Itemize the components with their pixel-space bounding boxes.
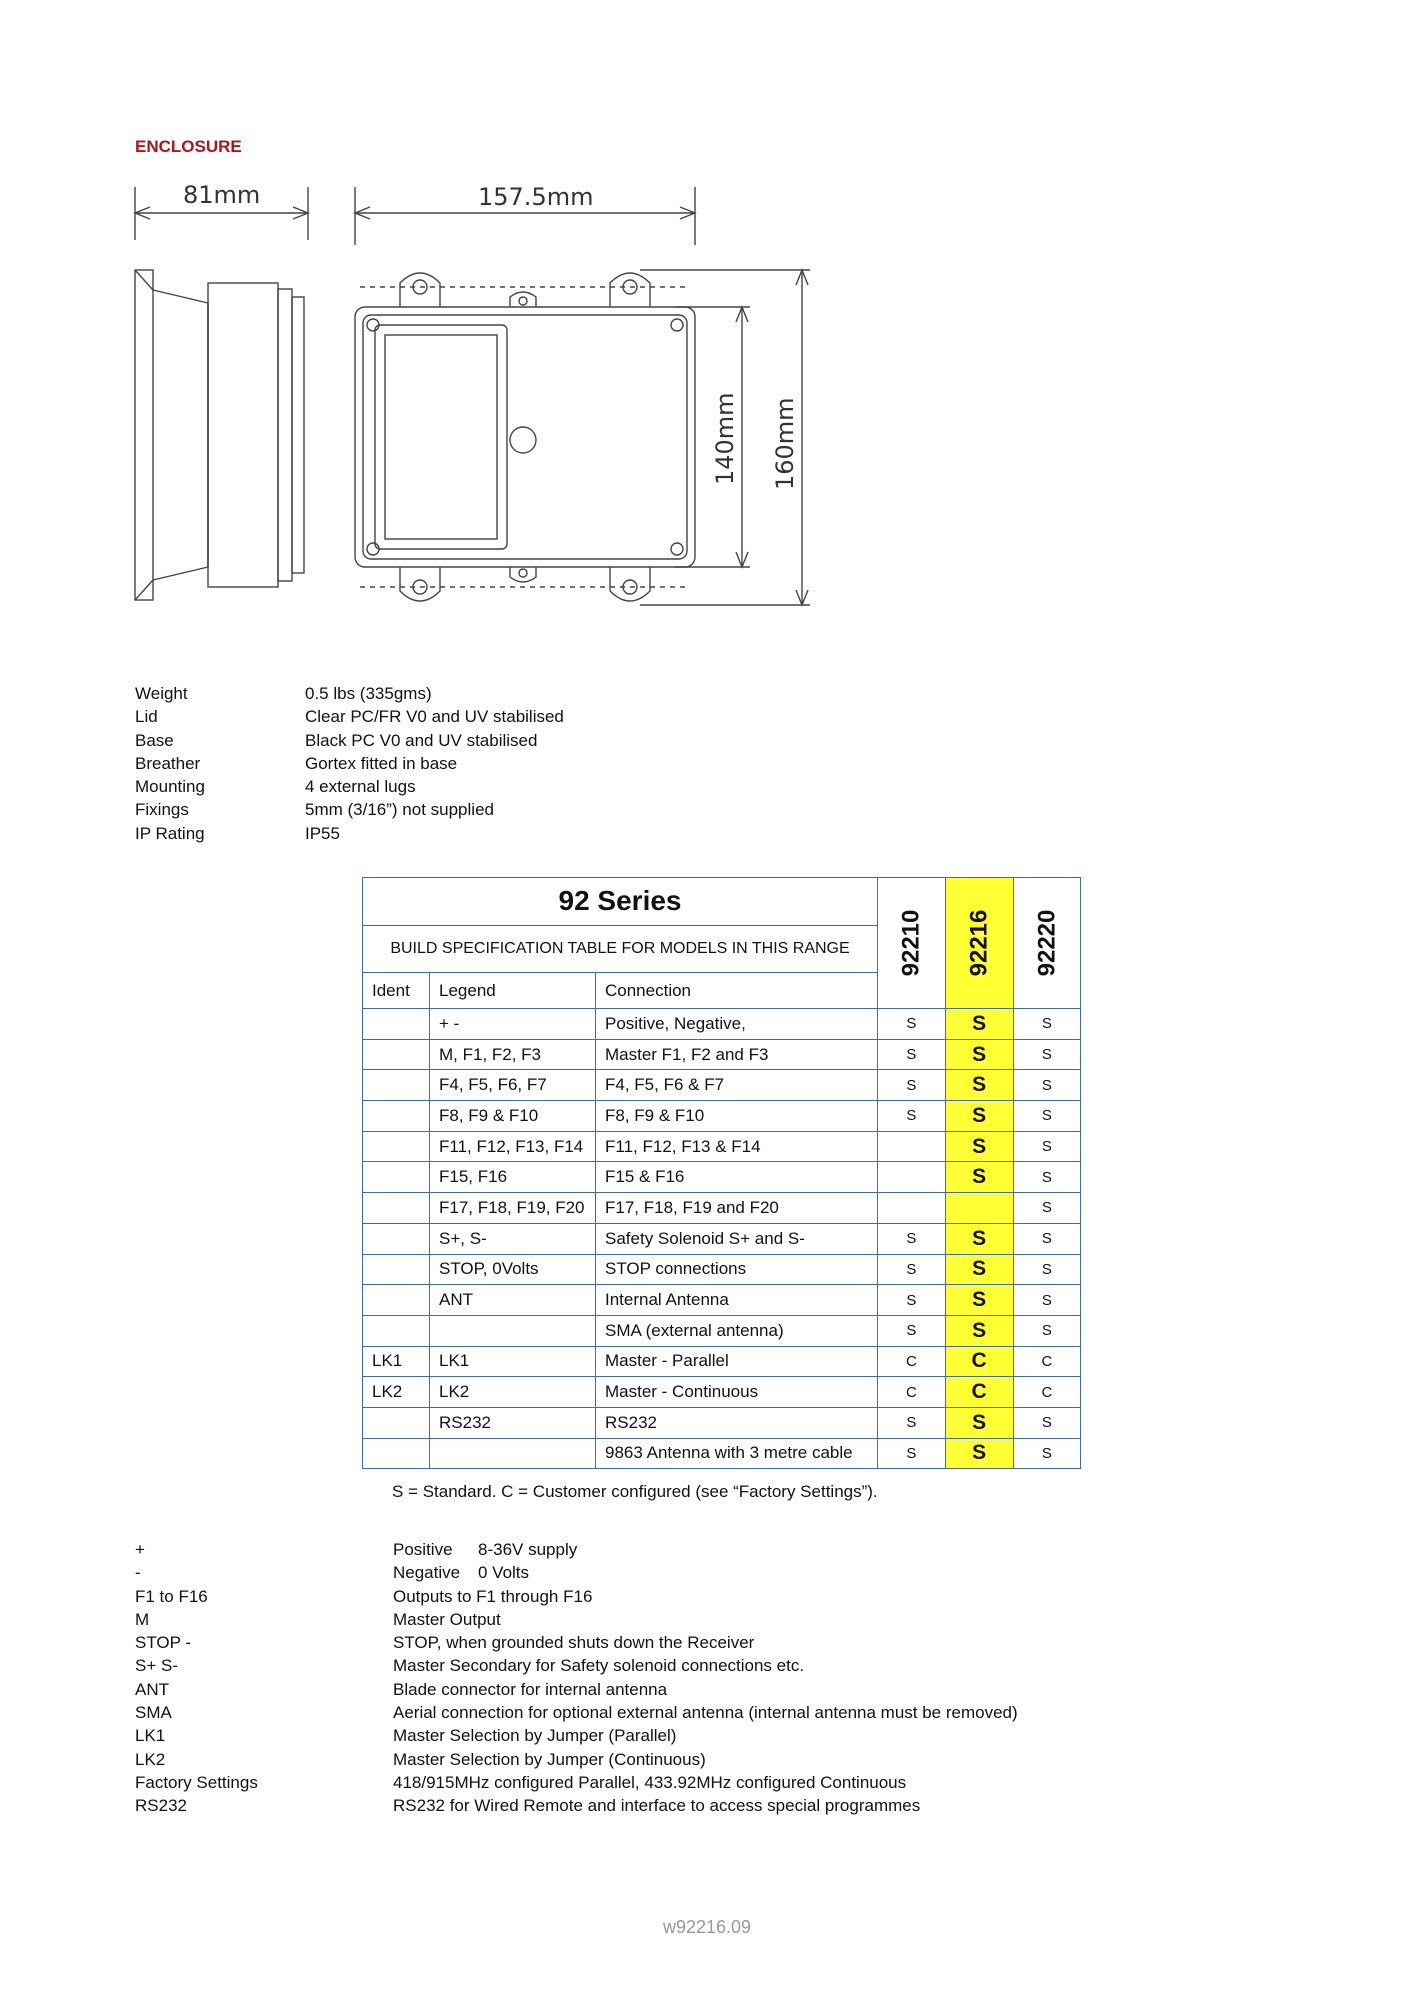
cell-model-92216: S (945, 1101, 1013, 1132)
legend-row (135, 1608, 1018, 1631)
cell-connection: Positive, Negative, (596, 1009, 878, 1040)
build-spec-table (362, 877, 1081, 1469)
legend-value: RS232 for Wired Remote and interface to access special programmes (393, 1796, 921, 1816)
table-row (363, 1377, 1081, 1408)
cell-model-92210 (878, 1162, 946, 1193)
legend-row (135, 1701, 1018, 1724)
header-connection: Connection (596, 973, 878, 1009)
legend-value: Negative (393, 1563, 461, 1583)
legend-value: Positive (393, 1540, 453, 1559)
spec-row (135, 775, 564, 798)
cell-model-92216: S (945, 1407, 1013, 1438)
cell-model-92210: S (878, 1285, 946, 1316)
legend-extra: 0 Volts (478, 1563, 530, 1583)
legend-key: LK2 (135, 1749, 166, 1769)
table-row (363, 1223, 1081, 1254)
cell-model-92220: C (1013, 1346, 1081, 1377)
cell-legend: F8, F9 & F10 (430, 1101, 596, 1132)
cell-model-92216: S (945, 1315, 1013, 1346)
cell-model-92210 (878, 1193, 946, 1224)
cell-legend: F17, F18, F19, F20 (430, 1193, 596, 1224)
legend-key: M (135, 1609, 150, 1629)
spec-label: Fixings (135, 800, 189, 820)
cell-legend: LK1 (430, 1346, 596, 1377)
cell-legend: STOP, 0Volts (430, 1254, 596, 1285)
cell-model-92216: S (945, 1162, 1013, 1193)
legend-key: RS232 (135, 1796, 187, 1816)
cell-legend (430, 1315, 596, 1346)
cell-connection: RS232 (596, 1407, 878, 1438)
cell-model-92210: S (878, 1070, 946, 1101)
table-row (363, 1009, 1081, 1040)
cell-model-92210: C (878, 1377, 946, 1408)
cell-ident (363, 1285, 430, 1316)
cell-connection: STOP connections (596, 1254, 878, 1285)
cell-model-92220: S (1013, 1407, 1081, 1438)
legend-row (135, 1794, 1018, 1817)
cell-model-92216: S (945, 1070, 1013, 1101)
cell-connection: F17, F18, F19 and F20 (596, 1193, 878, 1224)
cell-model-92210: C (878, 1346, 946, 1377)
table-title-row (363, 878, 1081, 926)
spec-value: Black PC V0 and UV stabilised (305, 730, 538, 750)
legend-key: ANT (135, 1679, 169, 1699)
table-title: 92 Series (363, 878, 878, 926)
legend-row (135, 1678, 1018, 1701)
legend-row (135, 1771, 1018, 1794)
table-row (363, 1039, 1081, 1070)
model-label: 92210 (897, 909, 925, 977)
cell-model-92210: S (878, 1223, 946, 1254)
cell-connection: Master - Continuous (596, 1377, 878, 1408)
model-header-92220 (1013, 878, 1081, 1009)
cell-model-92220: S (1013, 1254, 1081, 1285)
cell-ident (363, 1438, 430, 1469)
cell-legend (430, 1438, 596, 1469)
enclosure-drawing (130, 185, 810, 625)
legend-extra: 8-36V supply (478, 1540, 578, 1559)
cell-model-92220: S (1013, 1070, 1081, 1101)
legend-key: - (135, 1563, 141, 1583)
cell-model-92220: S (1013, 1101, 1081, 1132)
legend-row (135, 1724, 1018, 1747)
cell-model-92216 (945, 1193, 1013, 1224)
side-view (135, 187, 308, 600)
table-row (363, 1193, 1081, 1224)
spec-label: IP Rating (135, 823, 205, 843)
spec-value: Gortex fitted in base (305, 753, 458, 773)
legend-key: F1 to F16 (135, 1586, 208, 1606)
cell-connection: SMA (external antenna) (596, 1315, 878, 1346)
cell-legend: RS232 (430, 1407, 596, 1438)
cell-connection: F11, F12, F13 & F14 (596, 1131, 878, 1162)
cell-legend: F4, F5, F6, F7 (430, 1070, 596, 1101)
model-header-92210 (878, 878, 946, 1009)
cell-ident: LK1 (363, 1346, 430, 1377)
spec-label: Breather (135, 753, 201, 773)
cell-connection: F15 & F16 (596, 1162, 878, 1193)
cell-model-92210 (878, 1131, 946, 1162)
document-footer: w92216.09 (662, 1917, 752, 1937)
cell-model-92220: S (1013, 1223, 1081, 1254)
cell-legend: F11, F12, F13, F14 (430, 1131, 596, 1162)
cell-ident (363, 1193, 430, 1224)
spec-label: Mounting (135, 777, 205, 797)
header-ident: Ident (363, 973, 430, 1009)
cell-model-92220: S (1013, 1162, 1081, 1193)
spec-row (135, 682, 564, 705)
cell-legend: F15, F16 (430, 1162, 596, 1193)
front-view (355, 187, 810, 605)
table-subtitle: BUILD SPECIFICATION TABLE FOR MODELS IN THIS RANGE (363, 925, 878, 973)
model-label: 92220 (1032, 909, 1060, 977)
legend-row (135, 1538, 1018, 1561)
spec-row (135, 798, 564, 821)
legend-value: Master Secondary for Safety solenoid connections etc. (393, 1656, 805, 1676)
cell-model-92216: S (945, 1009, 1013, 1040)
legend-list (135, 1538, 1018, 1818)
legend-value: STOP, when grounded shuts down the Receiver (393, 1633, 755, 1653)
table-note: S = Standard. C = Customer configured (see “Factory Settings”). (392, 1482, 878, 1501)
legend-row (135, 1631, 1018, 1654)
spec-value: Clear PC/FR V0 and UV stabilised (305, 707, 564, 727)
cell-model-92216: S (945, 1131, 1013, 1162)
dim-inner-height: 140mm (711, 392, 739, 485)
cell-legend: S+, S- (430, 1223, 596, 1254)
legend-value: Blade connector for internal antenna (393, 1679, 668, 1699)
legend-key: Factory Settings (135, 1772, 258, 1792)
spec-list (135, 682, 564, 845)
cell-model-92220: S (1013, 1285, 1081, 1316)
cell-model-92216: S (945, 1223, 1013, 1254)
cell-ident (363, 1315, 430, 1346)
spec-label: Lid (135, 707, 158, 727)
spec-label: Weight (135, 684, 188, 703)
cell-model-92220: S (1013, 1039, 1081, 1070)
legend-value: Aerial connection for optional external antenna (internal antenna must be removed) (393, 1703, 1018, 1723)
model-label: 92216 (965, 909, 993, 977)
table-row (363, 1254, 1081, 1285)
cell-model-92216: C (945, 1346, 1013, 1377)
spec-row (135, 822, 564, 845)
cell-model-92210: S (878, 1039, 946, 1070)
cell-connection: Safety Solenoid S+ and S- (596, 1223, 878, 1254)
spec-value: 0.5 lbs (335gms) (305, 684, 432, 703)
table-row (363, 1070, 1081, 1101)
legend-key: S+ S- (135, 1656, 178, 1676)
cell-model-92220: S (1013, 1315, 1081, 1346)
cell-connection: 9863 Antenna with 3 metre cable (596, 1438, 878, 1469)
legend-key: STOP - (135, 1633, 192, 1653)
cell-ident (363, 1070, 430, 1101)
table-row (363, 1438, 1081, 1469)
dim-outer-height: 160mm (771, 397, 799, 490)
spec-row (135, 705, 564, 728)
spec-row (135, 752, 564, 775)
legend-row (135, 1585, 1018, 1608)
cell-model-92220: S (1013, 1193, 1081, 1224)
table-row (363, 1285, 1081, 1316)
section-title: ENCLOSURE (135, 137, 242, 156)
legend-value: Master Selection by Jumper (Continuous) (393, 1749, 706, 1769)
cell-connection: Master - Parallel (596, 1346, 878, 1377)
legend-key: + (135, 1540, 145, 1559)
cell-ident: LK2 (363, 1377, 430, 1408)
legend-key: LK1 (135, 1726, 166, 1746)
table-row (363, 1346, 1081, 1377)
cell-model-92216: S (945, 1039, 1013, 1070)
cell-connection: F4, F5, F6 & F7 (596, 1070, 878, 1101)
legend-value: Master Selection by Jumper (Parallel) (393, 1726, 677, 1746)
cell-legend: + - (430, 1009, 596, 1040)
legend-value: Master Output (393, 1609, 501, 1629)
dim-width-top: 157.5mm (478, 185, 594, 211)
cell-legend: LK2 (430, 1377, 596, 1408)
legend-row (135, 1748, 1018, 1771)
cell-model-92216: S (945, 1254, 1013, 1285)
spec-value: IP55 (305, 823, 340, 843)
cell-model-92210: S (878, 1315, 946, 1346)
cell-connection: F8, F9 & F10 (596, 1101, 878, 1132)
spec-value: 4 external lugs (305, 777, 416, 797)
cell-ident (363, 1407, 430, 1438)
table-row (363, 1101, 1081, 1132)
cell-model-92210: S (878, 1009, 946, 1040)
cell-ident (363, 1101, 430, 1132)
dim-width-side: 81mm (183, 185, 261, 209)
cell-model-92216: S (945, 1438, 1013, 1469)
cell-ident (363, 1223, 430, 1254)
cell-ident (363, 1254, 430, 1285)
cell-connection: Master F1, F2 and F3 (596, 1039, 878, 1070)
legend-row (135, 1561, 1018, 1584)
table-row (363, 1162, 1081, 1193)
cell-model-92210: S (878, 1407, 946, 1438)
legend-value: Outputs to F1 through F16 (393, 1586, 593, 1606)
spec-row (135, 729, 564, 752)
spec-label: Base (135, 730, 174, 750)
cell-legend: M, F1, F2, F3 (430, 1039, 596, 1070)
cell-model-92220: S (1013, 1131, 1081, 1162)
cell-model-92210: S (878, 1254, 946, 1285)
table-row (363, 1407, 1081, 1438)
header-legend: Legend (430, 973, 596, 1009)
cell-model-92220: S (1013, 1009, 1081, 1040)
legend-key: SMA (135, 1703, 172, 1723)
cell-ident (363, 1162, 430, 1193)
legend-row (135, 1654, 1018, 1677)
cell-model-92220: S (1013, 1438, 1081, 1469)
model-header-92216 (945, 878, 1013, 1009)
cell-model-92216: S (945, 1285, 1013, 1316)
cell-connection: Internal Antenna (596, 1285, 878, 1316)
legend-value: 418/915MHz configured Parallel, 433.92MHz configured Continuous (393, 1772, 907, 1792)
cell-model-92220: C (1013, 1377, 1081, 1408)
table-row (363, 1131, 1081, 1162)
cell-ident (363, 1009, 430, 1040)
cell-model-92216: C (945, 1377, 1013, 1408)
cell-ident (363, 1039, 430, 1070)
table-row (363, 1315, 1081, 1346)
cell-ident (363, 1131, 430, 1162)
cell-legend: ANT (430, 1285, 596, 1316)
cell-model-92210: S (878, 1101, 946, 1132)
cell-model-92210: S (878, 1438, 946, 1469)
spec-value: 5mm (3/16”) not supplied (305, 800, 494, 820)
